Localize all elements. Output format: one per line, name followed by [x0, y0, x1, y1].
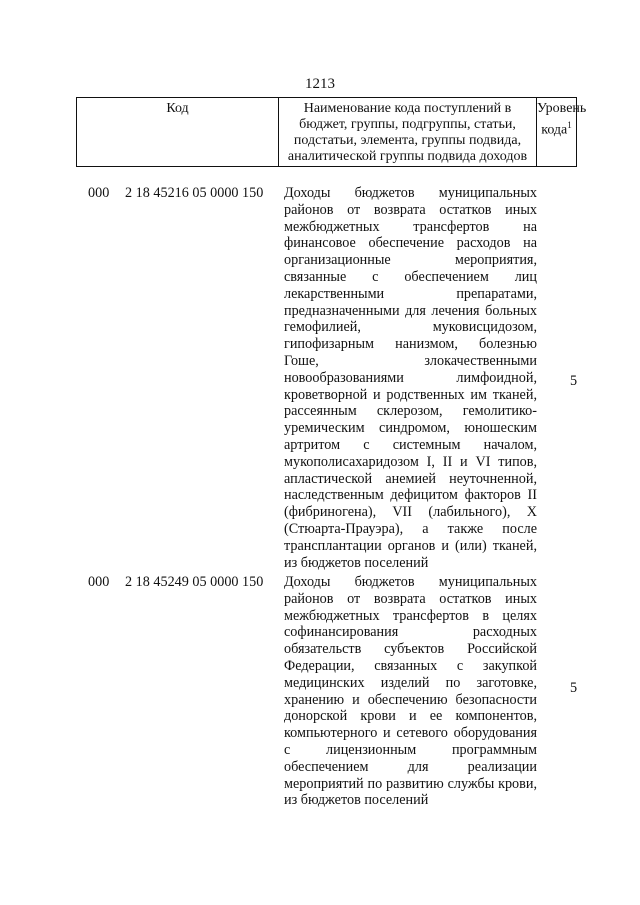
footnote-mark: 1 — [567, 120, 572, 130]
header-name: Наименование кода поступлений в бюджет, группы, подгруппы, статьи, подстатьи, элемента, группы подвида, аналитической группы подвида доходов — [279, 98, 537, 166]
row-code-prefix: 000 — [88, 185, 110, 201]
header-code: Код — [77, 98, 279, 166]
table-row — [88, 185, 588, 570]
header-level — [537, 98, 587, 166]
row-code-prefix: 000 — [88, 574, 110, 590]
table-row — [88, 574, 588, 814]
row-level: 5 — [570, 680, 578, 696]
row-level: 5 — [570, 373, 578, 389]
row-code: 2 18 45216 05 0000 150 — [125, 185, 264, 201]
row-description: Доходы бюджетов муниципальных районов от возврата остатков иных межбюджетных трансфертов в целях софинансирования расходных обязательств субъектов Российской Федерации, связанных с закупкой медицинских изделий по заготовке, хранению и обеспечению безопасности донорской крови и ее компонентов, компьютерного и сетевого оборудования с лицензионным программным обеспечением для реализации мероприятий по развитию службы крови, из бюджетов поселений — [284, 574, 537, 809]
header-level-label: Уровень кода — [537, 101, 587, 138]
row-code: 2 18 45249 05 0000 150 — [125, 574, 264, 590]
table-header — [76, 97, 587, 167]
page-number: 1213 — [305, 76, 335, 92]
row-description: Доходы бюджетов муниципальных районов от возврата остатков иных межбюджетных трансфертов на финансовое обеспечение расходов на организационные мероприятия, связанные с обеспечением лиц лекарственными препаратами, предназначенными для лечения больных гемофилией, муковисцидозом, гипофизарным нанизмом, болезнью Гоше, злокачественными новообразованиями лимфоидной, кроветворной и родственных им тканей, рассеянным склерозом, гемолитико-уремическим синдромом, юношеским артритом с системным началом, мукополисахаридозом I, II и VI типов, апластической анемией неуточненной, наследственным дефицитом факторов II (фибриногена), VII (лабильного), X (Стюарта-Прауэра), а также после трансплантации органов и (или) тканей, из бюджетов поселений — [284, 185, 537, 571]
